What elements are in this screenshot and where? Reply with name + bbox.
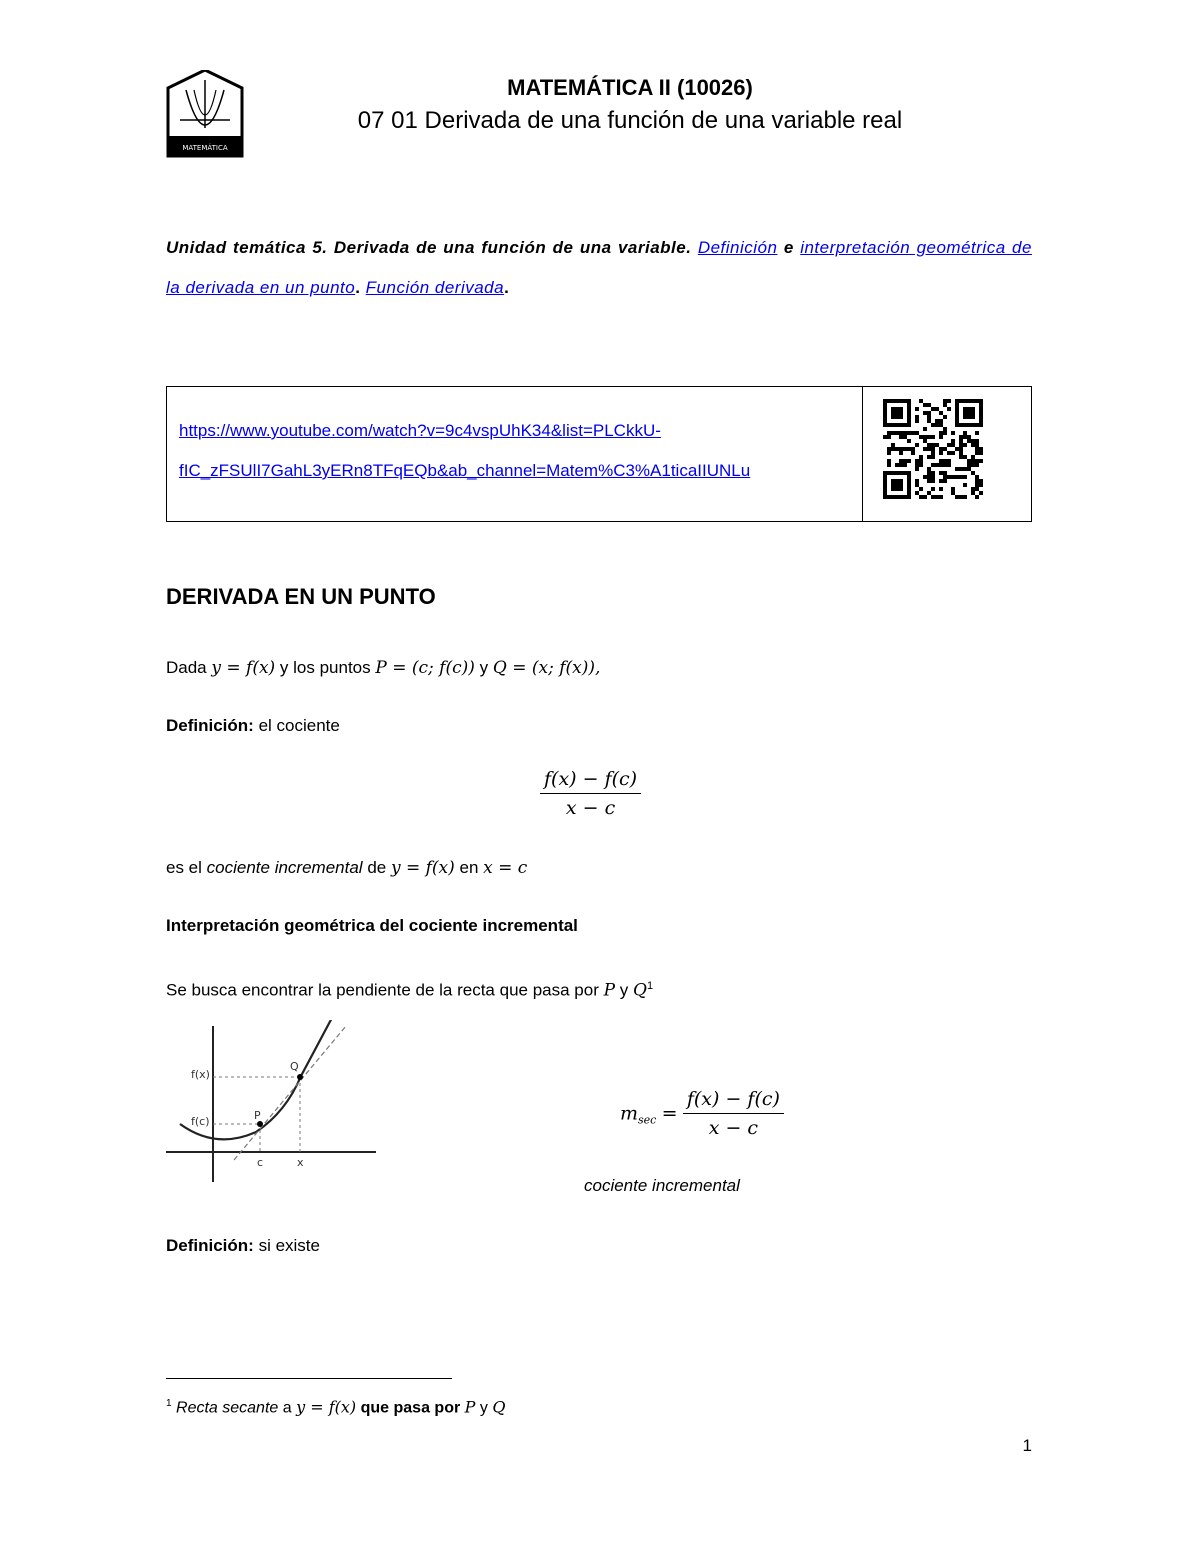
given-statement: Dada y = f(x) y los puntos P = (c; f(c)) y Q = (x; f(x)), xyxy=(166,658,601,678)
unit-lead: Unidad temática 5. Derivada de una función de una variable. xyxy=(166,238,692,257)
link-definicion[interactable]: Definición xyxy=(697,238,778,257)
formula-caption: cociente incremental xyxy=(584,1176,740,1195)
point-Q xyxy=(297,1074,303,1080)
youtube-link-line1[interactable]: https://www.youtube.com/watch?v=9c4vspUhK34&list=PLCkkU- xyxy=(179,421,661,440)
incremental-statement: es el cociente incremental de y = f(x) en x = c xyxy=(166,858,528,878)
course-logo xyxy=(166,70,244,158)
section-heading: DERIVADA EN UN PUNTO xyxy=(166,584,436,609)
label-c: c xyxy=(257,1156,264,1169)
document-header xyxy=(250,72,1010,138)
slope-statement: Se busca encontrar la pendiente de la recta que pasa por P y $Q^1$ xyxy=(166,980,654,1001)
unit-description: Unidad temática 5. Derivada de una función de una variable. Definición e interpretación geométrica de la derivada en un punto. Función derivada. xyxy=(166,238,1032,297)
youtube-link-line2[interactable]: fIC_zFSUlI7GahL3yERn8TFqEQb&ab_channel=Matem%C3%A1ticaIIUNLu xyxy=(179,461,751,480)
secant-line xyxy=(234,1026,346,1160)
secant-slope-formula: $m_{sec}$ = $\frac{f(x) - f(c)}{x - c}$ xyxy=(620,1088,784,1139)
course-title: MATEMÁTICA II (10026) xyxy=(507,75,753,100)
link-funcion-derivada[interactable]: Función derivada xyxy=(365,278,505,297)
definition-1: Definición: el cociente xyxy=(166,716,340,735)
label-fc: f(c) xyxy=(191,1115,210,1128)
label-x: x xyxy=(297,1156,304,1169)
footnote: $^1$ Recta secante a y = f(x) que pasa por P y Q xyxy=(166,1397,506,1417)
page-number: 1 xyxy=(1022,1436,1032,1455)
incremental-quotient-formula: $\frac{f(x) - f(c)}{x - c}$ xyxy=(540,768,641,819)
label-Q: Q xyxy=(290,1060,299,1073)
footnote-ref: 1 xyxy=(646,980,654,992)
footnote-divider xyxy=(166,1378,452,1379)
logo-text: MATEMÁTICA xyxy=(182,144,228,152)
video-url-cell xyxy=(167,387,863,521)
video-link-box xyxy=(166,386,1032,522)
secant-graph xyxy=(166,1020,386,1185)
qr-code-icon[interactable] xyxy=(883,399,983,499)
interpretation-heading: Interpretación geométrica del cociente incremental xyxy=(166,916,578,935)
definition-2: Definición: si existe xyxy=(166,1236,320,1255)
link-interpretacion[interactable]: interpretación geométrica de la derivada en un punto xyxy=(166,238,1032,297)
lesson-title: 07 01 Derivada de una función de una variable real xyxy=(357,107,903,134)
label-P: P xyxy=(254,1109,261,1122)
label-fx: f(x) xyxy=(191,1068,210,1081)
